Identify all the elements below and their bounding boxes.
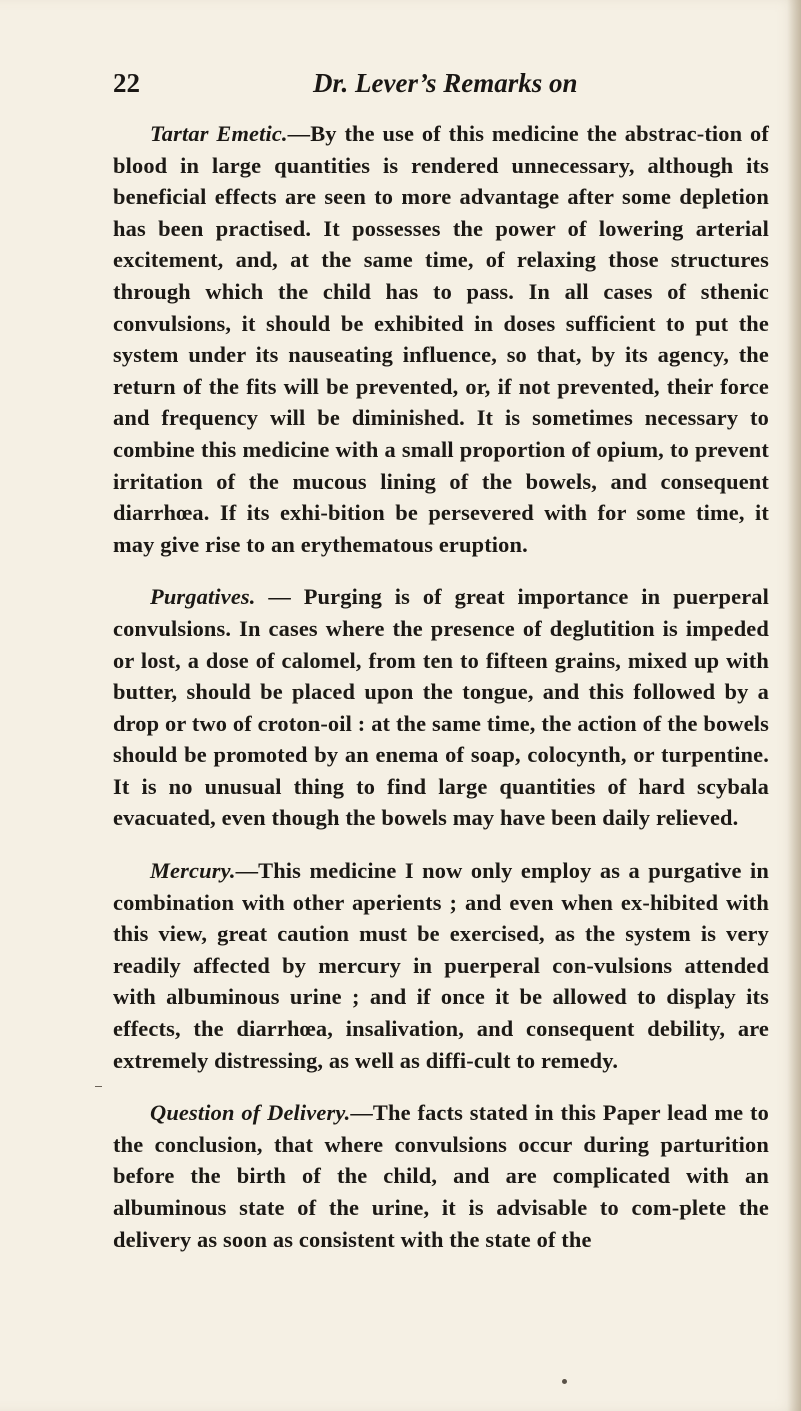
page-number: 22 bbox=[113, 68, 140, 98]
running-header bbox=[113, 68, 768, 108]
page-edge-shadow bbox=[787, 0, 801, 1411]
margin-mark bbox=[95, 1086, 102, 1087]
paragraph-purgatives bbox=[113, 581, 769, 834]
paragraph-mercury bbox=[113, 855, 769, 1076]
body-text bbox=[113, 118, 769, 1255]
paragraph-lead: Tartar Emetic. bbox=[150, 121, 288, 146]
paragraph-question-of-delivery bbox=[113, 1097, 769, 1255]
paragraph-tartar-emetic bbox=[113, 118, 769, 560]
ink-speck bbox=[562, 1379, 567, 1384]
paragraph-text: —By the use of this medicine the abstrac-tion of blood in large quantities is rendered unnecessary, although its beneficial effects are seen to more advantage after some depletion has been practised. It possesses the power of lowering arterial excitement, and, at the same time, of relaxing those structures through which the child has to pass. In all cases of sthenic convulsions, it should be exhibited in doses sufficient to put the system under its nauseating influence, so that, by its agency, the return of the fits will be prevented, or, if not prevented, their force and frequency will be diminished. It is sometimes necessary to combine this medicine with a small proportion of opium, to prevent irritation of the mucous lining of the bowels, and consequent diarrhœa. If its exhi-bition be persevered with for some time, it may give rise to an erythematous eruption. bbox=[113, 121, 769, 557]
paragraph-text: —This medicine I now only employ as a purgative in combination with other aperients ; and even when ex-hibited with this view, great caution must be exercised, as the system is very readily affected by mercury in puerperal con-vulsions attended with albuminous urine ; and if once it be allowed to display its effects, the diarrhœa, insalivation, and consequent debility, are extremely distressing, as well as diffi-cult to remedy. bbox=[113, 858, 769, 1073]
running-title: Dr. Lever’s Remarks on bbox=[313, 68, 578, 98]
paragraph-lead: Purgatives. bbox=[150, 584, 256, 610]
paragraph-text: — Purging is of great importance in puerperal convulsions. In cases where the presence of deglutition is impeded or lost, a dose of calomel, from ten to fifteen grains, mixed up with butter, should be placed upon the tongue, and this followed by a drop or two of croton-oil : at the same time, the action of the bowels should be promoted by an enema of soap, colocynth, or turpentine. It is no unusual thing to find large quantities of hard scybala evacuated, even though the bowels may have been daily relieved. bbox=[113, 584, 769, 831]
paragraph-text: —The facts stated in this Paper lead me to the conclusion, that where convulsions occur during parturition before the birth of the child, and are complicated with an albuminous state of the urine, it is advisable to com-plete the delivery as soon as consistent with the state of the bbox=[113, 1100, 769, 1252]
paragraph-lead: Mercury. bbox=[150, 858, 236, 884]
paragraph-lead: Question of Delivery. bbox=[150, 1100, 351, 1126]
